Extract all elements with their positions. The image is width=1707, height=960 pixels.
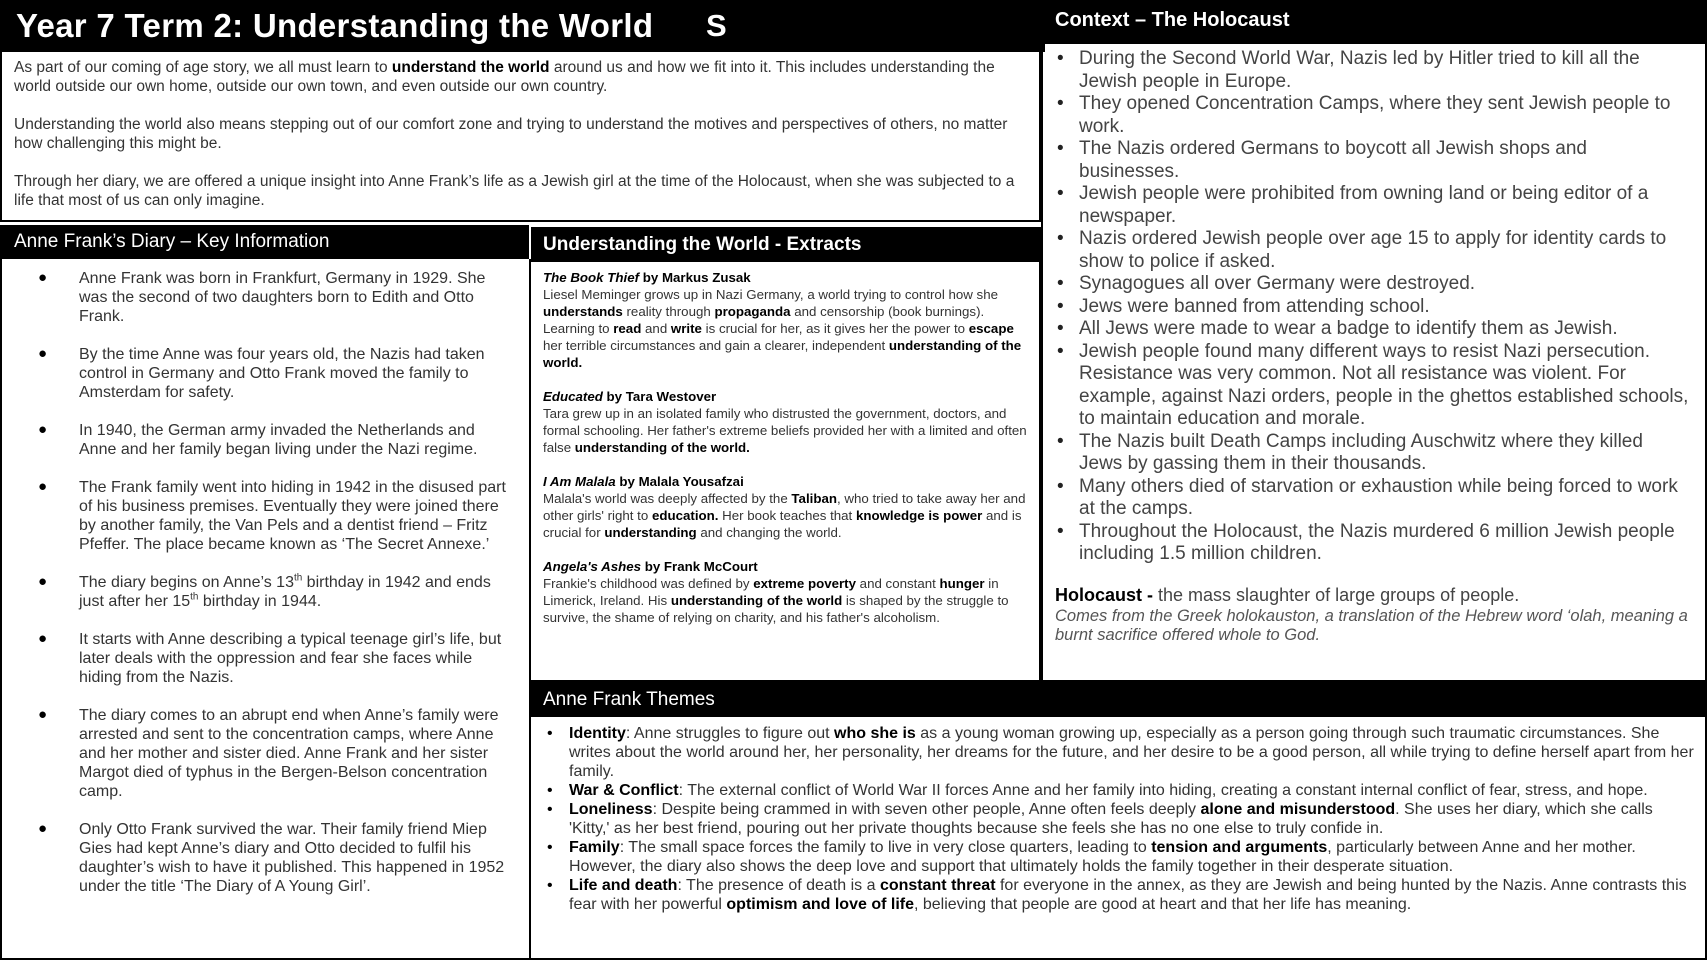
key-info-heading: Anne Frank’s Diary – Key Information: [14, 231, 330, 252]
text-run: As part of our coming of age story, we all must learn to: [14, 59, 392, 76]
key-info-item: [12, 573, 515, 611]
extract-body: [543, 286, 1029, 371]
key-info-item: [12, 820, 515, 896]
text-run: , who tried to take away her and other girls' right to: [543, 491, 1026, 523]
bold-text: read: [613, 321, 642, 336]
bold-text: understanding of the world.: [543, 338, 1022, 370]
extract-body: [543, 575, 1029, 626]
text-run: by Tara Westover: [602, 389, 717, 404]
text-run: in Limerick, Ireland. His: [543, 576, 999, 608]
bold-text: Loneliness: [569, 801, 653, 818]
bold-text: tension and arguments: [1151, 839, 1328, 856]
context-item: • The Nazis ordered Germans to boycott all Jewish shops and businesses.: [1055, 138, 1691, 183]
extract-item: [543, 558, 1029, 626]
theme-item: [545, 838, 1695, 876]
bold-text: constant threat: [879, 877, 996, 894]
text-run: The Frank family went into hiding in 1942 in the disused part of his business premises. Eventually they were joined there by another family, the Van Pels and a dentist friend – Fritz Pfeffer. The place became known as ‘The Secret Annexe.’: [79, 479, 506, 553]
context-item: • Many others died of starvation or exhaustion while being forced to work at the camps.: [1055, 476, 1691, 521]
context-item: • Throughout the Holocaust, the Nazis murdered 6 million Jewish people including 1.5 million children.: [1055, 521, 1691, 566]
intro-paragraph: [14, 58, 1027, 96]
key-info-heading-bar: [0, 225, 529, 259]
title-letter: S: [706, 8, 727, 43]
text-run: Anne Frank was born in Frankfurt, Germany in 1929. She was the second of two daughters born to Edith and Otto Frank.: [79, 270, 486, 325]
text-run: Frankie's childhood was defined by: [543, 576, 754, 591]
extracts-panel: [529, 262, 1041, 682]
holocaust-etymology: Comes from the Greek holokauston, a translation of the Hebrew word ‘olah, meaning a burnt sacrifice offered whole to God.: [1055, 606, 1688, 644]
text-run: , believing that people are good at heart and that her life has meaning.: [913, 896, 1412, 913]
theme-item: [545, 876, 1695, 914]
text-run: th: [190, 591, 199, 603]
intro-paragraph: Through her diary, we are offered a unique insight into Anne Frank’s life as a Jewish girl at the time of the Holocaust, when she was subjected to a life that most of us can only imagine.: [14, 173, 1015, 209]
italic-text: Angela's Ashes: [543, 559, 641, 574]
key-info-item: [12, 345, 515, 402]
text-run: The diary comes to an abrupt end when Anne’s family were arrested and sent to the concentration camps, where Anne and her mother and sister died. Anne Frank and her sister Margot died of typhus in the Bergen-Belson concentration camp.: [79, 707, 499, 800]
bold-text: Identity: [569, 725, 626, 742]
text-run: By the time Anne was four years old, the Nazis had taken control in Germany and Otto Frank moved the family to Amsterdam for safety.: [79, 346, 485, 401]
holocaust-definition: [1055, 585, 1691, 605]
bold-text: alone and misunderstood: [1200, 801, 1396, 818]
definition-text: the mass slaughter of large groups of people.: [1153, 584, 1520, 605]
bold-text: Taliban: [791, 491, 837, 506]
text-run: Only Otto Frank survived the war. Their family friend Miep Gies had kept Anne’s diary and Otto decided to fulfil his daughter’s wish to have it published. This happened in 1952 under the title ‘The Diary of A Young Girl’.: [79, 821, 505, 895]
text-run: her terrible circumstances and gain a clearer, independent: [543, 338, 889, 353]
intro-panel: [0, 52, 1041, 222]
text-run: and censorship (book burnings). Learning to: [543, 304, 985, 336]
theme-item: [545, 800, 1695, 838]
text-run: : The small space forces the family to live in very close quarters, leading to: [619, 839, 1152, 856]
text-run: birthday in 1944.: [198, 593, 322, 610]
text-run: and is crucial for: [543, 508, 1022, 540]
text-run: It starts with Anne describing a typical teenage girl’s life, but later deals with the oppression and fear she faces while hiding from the Nazis.: [79, 631, 502, 686]
key-info-list: [12, 269, 515, 896]
text-run: The diary begins on Anne’s 13: [79, 574, 294, 591]
text-run: Liesel Meminger grows up in Nazi Germany, a world trying to control how she: [543, 287, 998, 302]
text-run: by Frank McCourt: [641, 559, 758, 574]
text-run: Tara grew up in an isolated family who distrusted the government, doctors, and formal schooling. Her father's extreme beliefs provided her with a limited and often false: [543, 406, 1027, 455]
text-run: th: [293, 572, 303, 584]
bold-text: understanding of the world.: [574, 440, 750, 455]
text-run: and: [641, 321, 671, 336]
text-run: : The presence of death is a: [677, 877, 880, 894]
text-run: Her book teaches that: [718, 508, 856, 523]
text-run: is shaped by the struggle to survive, the shame of relying on charity, and his father's alcoholism.: [543, 593, 1009, 625]
bold-text: understanding of the world: [670, 593, 843, 608]
extract-title: [543, 473, 1029, 490]
text-run: : The external conflict of World War II forces Anne and her family into hiding, creating a constant internal conflict of fear, stress, and hope.: [678, 782, 1648, 799]
context-heading-bar: [1045, 0, 1707, 44]
text-run: is crucial for her, as it gives her the power to: [701, 321, 969, 336]
text-run: : Despite being crammed in with seven other people, Anne often feels deeply: [652, 801, 1201, 818]
text-run: In 1940, the German army invaded the Netherlands and Anne and her family began living under the Nazi regime.: [79, 422, 478, 458]
extracts-heading-bar: [531, 227, 1041, 262]
text-run: and constant: [855, 576, 940, 591]
bold-text: hunger: [939, 576, 985, 591]
bold-text: optimism and love of life: [726, 896, 914, 913]
text-run: reality through: [622, 304, 715, 319]
context-heading: Context – The Holocaust: [1055, 9, 1290, 31]
context-item: • All Jews were made to wear a badge to identify them as Jewish.: [1055, 318, 1691, 341]
text-run: Malala's world was deeply affected by the: [543, 491, 792, 506]
text-run: as a young woman growing up, especially as a person going through such traumatic circumstances. She writes about the world around her, her personality, her dreams for the future, and her desire to be a good person, all while trying to define herself apart from her family.: [569, 725, 1694, 780]
text-run: around us and how we fit into it. This includes understanding the world outside our own home, outside our own town, and even outside our own country.: [14, 59, 995, 95]
key-info-panel: [0, 259, 531, 960]
bold-text: understanding: [604, 525, 697, 540]
intro-paragraph: Understanding the world also means stepping out of our comfort zone and trying to understand the motives and perspectives of others, no matter how challenging this might be.: [14, 116, 1008, 152]
context-item: • During the Second World War, Nazis led by Hitler tried to kill all the Jewish people in Europe.: [1055, 48, 1691, 93]
definition-term: Holocaust -: [1055, 584, 1154, 605]
extract-title: [543, 269, 1029, 286]
theme-item: [545, 781, 1695, 800]
extracts-heading: Understanding the World - Extracts: [543, 234, 862, 255]
key-info-item: [12, 706, 515, 801]
context-item: • They opened Concentration Camps, where they sent Jewish people to work.: [1055, 93, 1691, 138]
extract-item: [543, 388, 1029, 456]
italic-text: Educated: [543, 389, 603, 404]
extract-body: [543, 490, 1029, 541]
themes-list: [545, 724, 1695, 914]
bold-text: extreme poverty: [753, 576, 856, 591]
themes-panel: [529, 717, 1707, 960]
page-title: Year 7 Term 2: Understanding the World: [16, 7, 654, 44]
key-info-item: [12, 269, 515, 326]
context-panel: [1041, 44, 1707, 682]
context-item: • Jewish people found many different ways to resist Nazi persecution. Resistance was very common. Not all resistance was violent. For example, against Nazi orders, people in the ghettos established schools, to maintain education and morale.: [1055, 341, 1691, 431]
bold-text: who she is: [834, 725, 916, 742]
bold-text: Family: [569, 839, 620, 856]
extract-body: [543, 405, 1029, 456]
bold-text: understand the world: [391, 59, 550, 76]
context-item: • Jews were banned from attending school.: [1055, 296, 1691, 319]
theme-item: [545, 724, 1695, 781]
extract-item: [543, 269, 1029, 371]
italic-text: I Am Malala: [543, 474, 616, 489]
bold-text: War & Conflict: [569, 782, 679, 799]
text-run: and changing the world.: [696, 525, 842, 540]
bold-text: write: [670, 321, 702, 336]
text-run: for everyone in the annex, as they are Jewish and being hunted by the Nazis. Anne contrasts this fear with her powerful: [569, 877, 1687, 913]
themes-heading: Anne Frank Themes: [543, 689, 715, 710]
context-list: [1055, 48, 1691, 566]
text-run: birthday in 1942 and ends just after her 15: [79, 574, 491, 610]
context-item: • Jewish people were prohibited from owning land or being editor of a newspaper.: [1055, 183, 1691, 228]
text-run: by Markus Zusak: [639, 270, 751, 285]
text-run: . She uses her diary, which she calls 'Kitty,' as her best friend, pouring out her private thoughts because she feels she has no one else to truly confide in.: [569, 801, 1653, 837]
key-info-item: [12, 421, 515, 459]
bold-text: Life and death: [569, 877, 678, 894]
extract-title: [543, 388, 1029, 405]
context-item: • Synagogues all over Germany were destroyed.: [1055, 273, 1691, 296]
extract-title: [543, 558, 1029, 575]
key-info-item: [12, 478, 515, 554]
title-bar: [0, 0, 1045, 52]
text-run: by Malala Yousafzai: [615, 474, 744, 489]
bold-text: knowledge is power: [855, 508, 983, 523]
text-run: , particularly between Anne and her mother. However, the diary also shows the deep love and support that ultimately holds the family together in their desperate situation.: [569, 839, 1636, 875]
extract-item: [543, 473, 1029, 541]
key-info-item: [12, 630, 515, 687]
themes-heading-bar: [529, 682, 1707, 717]
bold-text: propaganda: [714, 304, 791, 319]
bold-text: escape: [968, 321, 1014, 336]
context-item: • The Nazis built Death Camps including Auschwitz where they killed Jews by gassing them in their thousands.: [1055, 431, 1691, 476]
text-run: : Anne struggles to figure out: [625, 725, 835, 742]
bold-text: understands: [543, 304, 623, 319]
context-item: • Nazis ordered Jewish people over age 15 to apply for identity cards to show to police if asked.: [1055, 228, 1691, 273]
bold-text: education.: [651, 508, 719, 523]
italic-text: The Book Thief: [543, 270, 640, 285]
